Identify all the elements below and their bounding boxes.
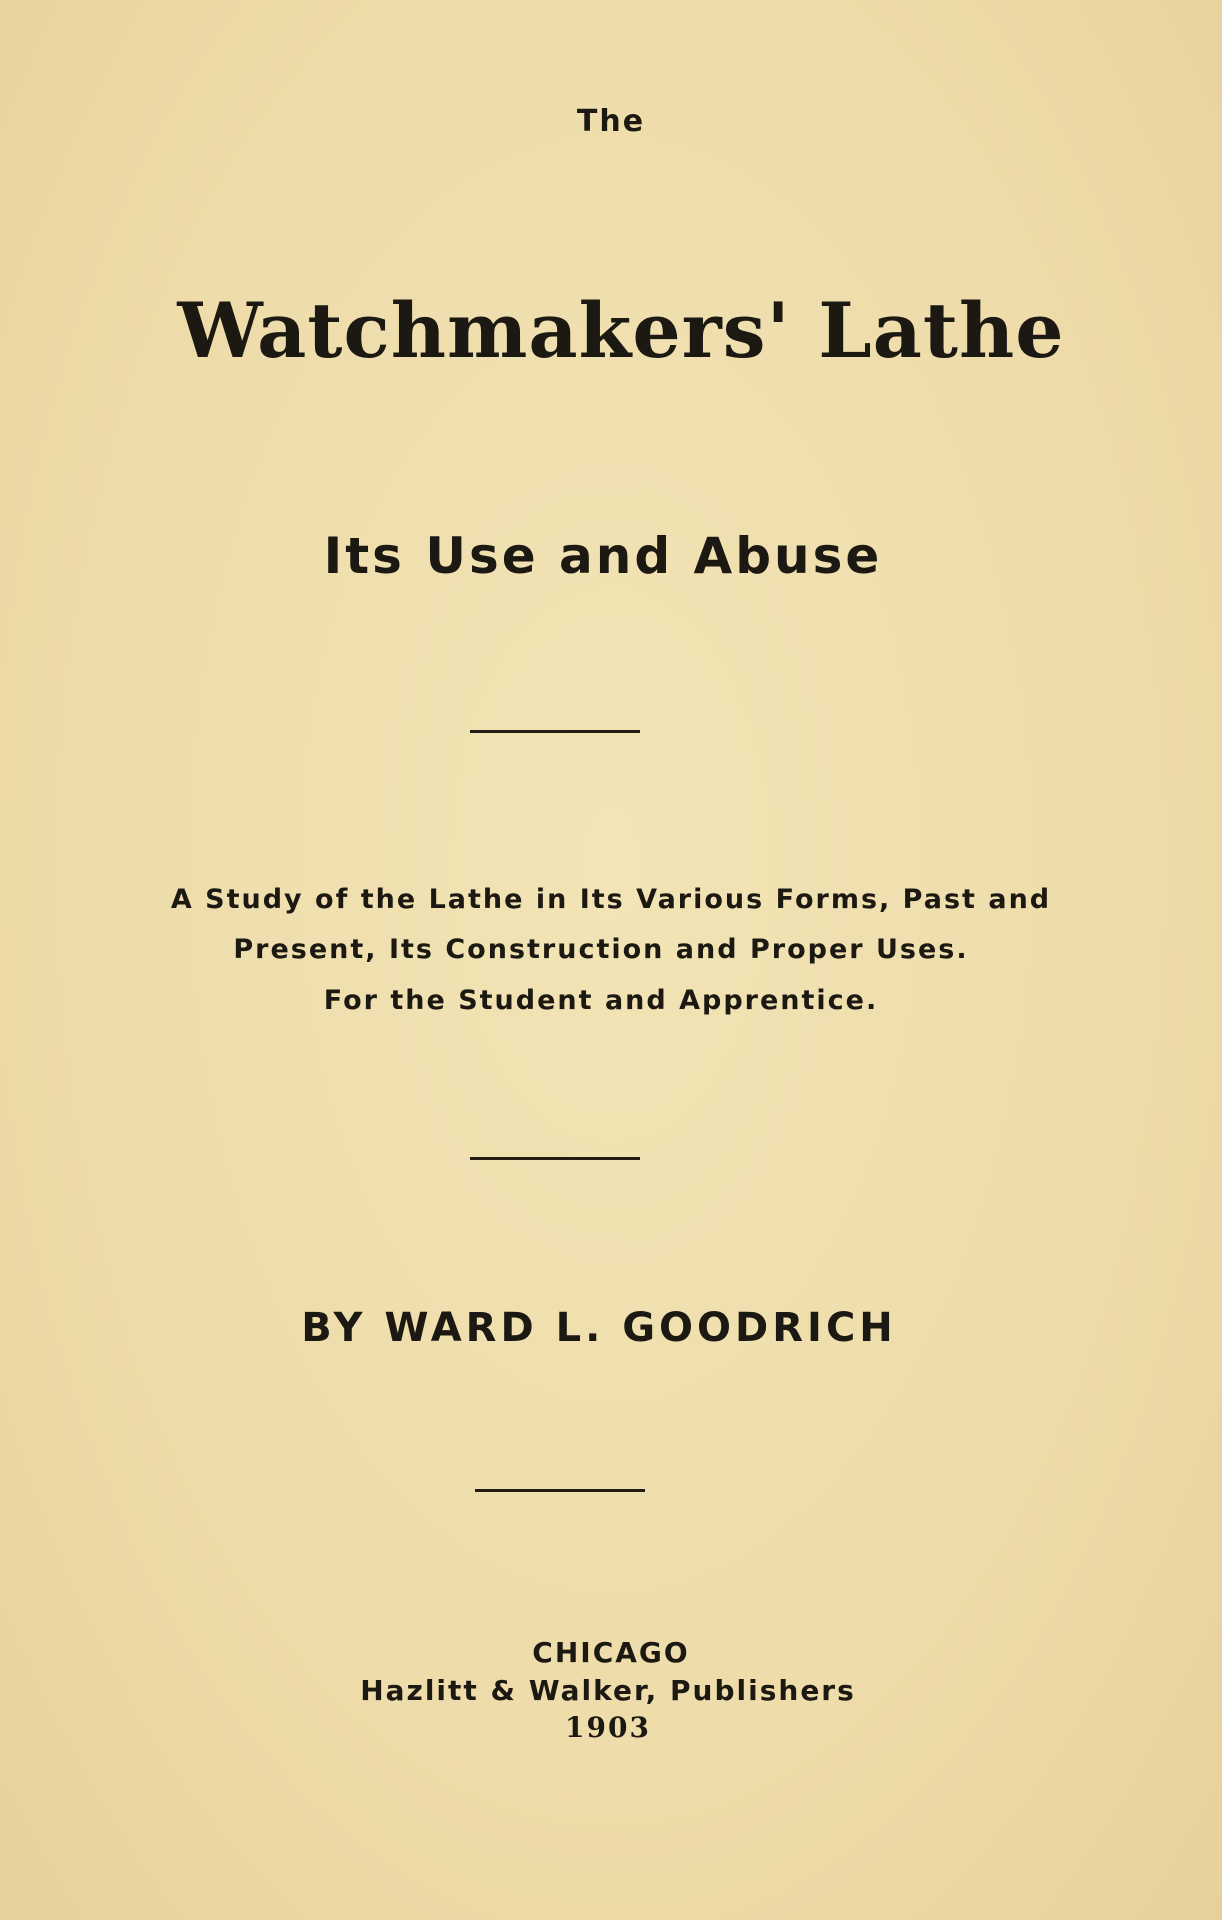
imprint-city: CHICAGO	[532, 1636, 690, 1669]
book-title: Watchmakers' Lathe	[177, 286, 1065, 375]
description-line: A Study of the Lathe in Its Various Forms, Past and	[170, 884, 1052, 915]
description-line: For the Student and Apprentice.	[323, 985, 879, 1016]
imprint-year: 1903	[565, 1711, 651, 1744]
description-line: Present, Its Construction and Proper Uses.	[233, 934, 969, 965]
divider-rule	[470, 1157, 640, 1160]
book-subtitle: Its Use and Abuse	[323, 527, 883, 585]
divider-rule	[470, 730, 640, 733]
imprint-publisher: Hazlitt & Walker, Publishers	[360, 1674, 856, 1707]
author-line: BY WARD L. GOODRICH	[301, 1305, 897, 1351]
title-article: The	[576, 104, 646, 139]
divider-rule	[475, 1489, 645, 1492]
